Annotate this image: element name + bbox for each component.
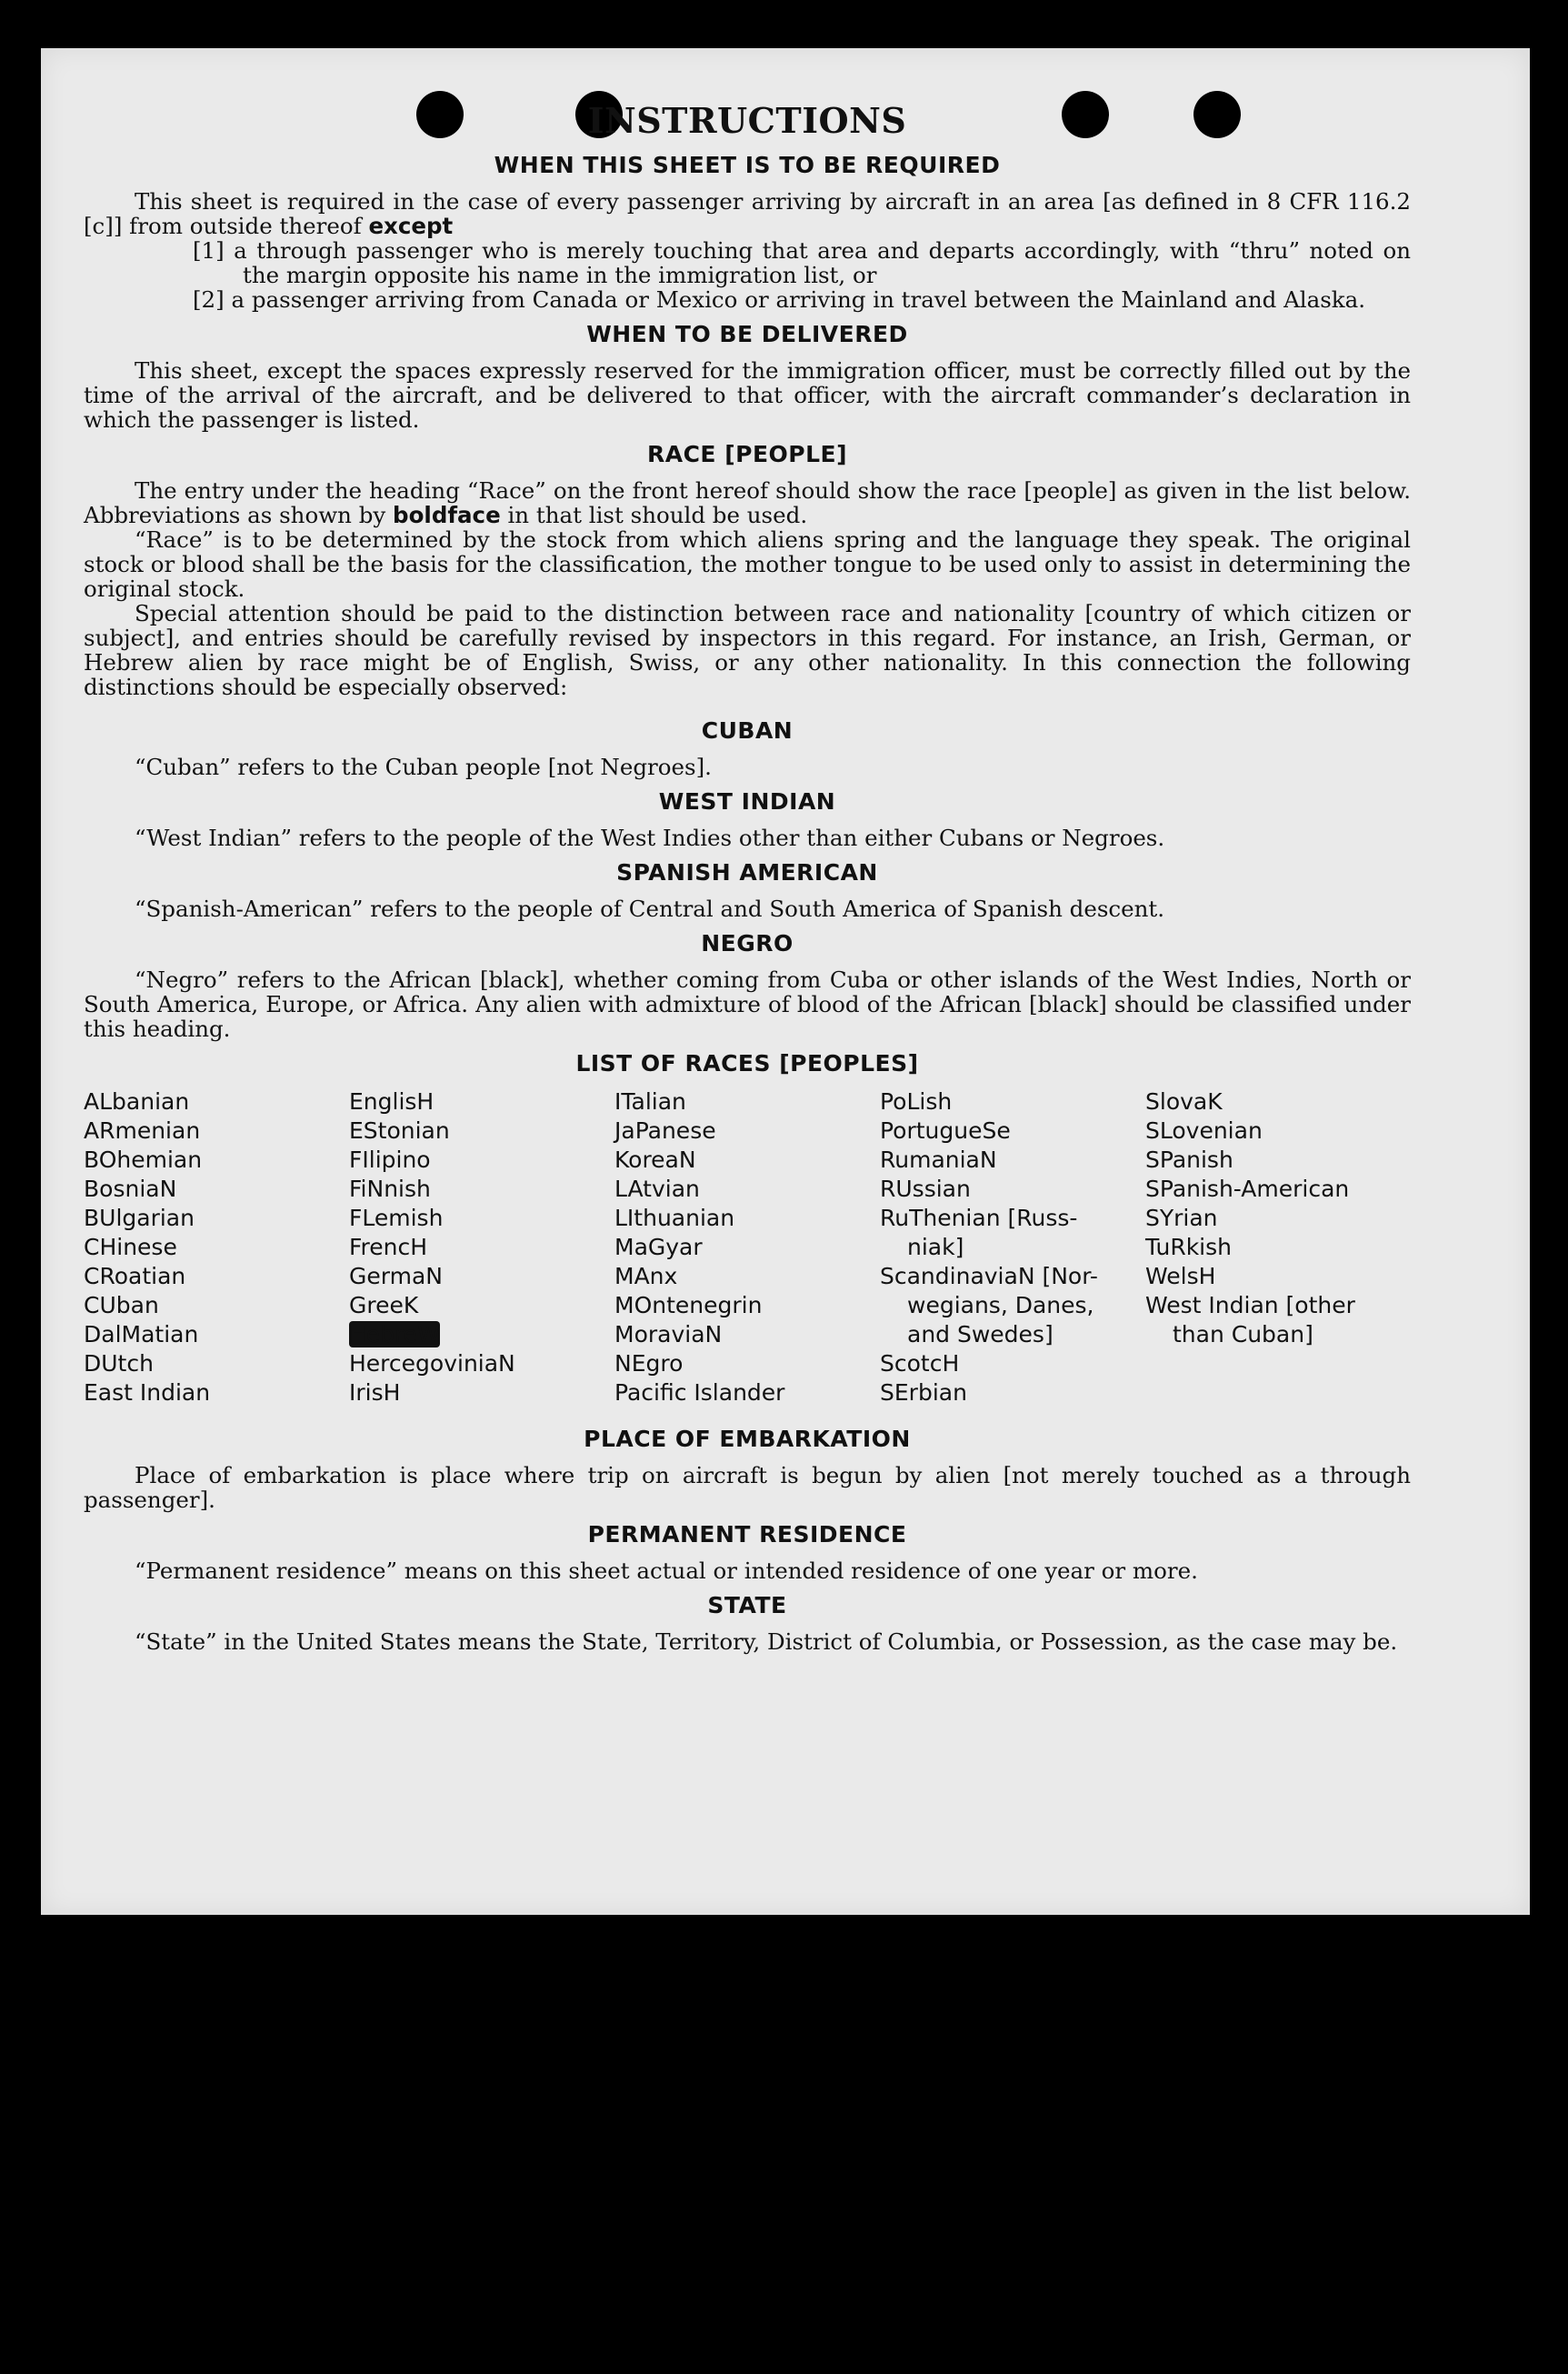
place-of-embarkation-text: Place of embarkation is place where trip on aircraft is begun by alien [not merely touched as a through passenger]. <box>84 1462 1411 1513</box>
race-column <box>880 1087 1145 1407</box>
race-column <box>1145 1087 1411 1407</box>
permanent-residence-text: “Permanent residence” means on this sheet actual or intended residence of one year or more. <box>135 1558 1198 1584</box>
west-indian-text: “West Indian” refers to the people of the West Indies other than either Cubans or Negroes. <box>135 825 1165 851</box>
negro-text: “Negro” refers to the African [black], whether coming from Cuba or other islands of the West Indies, North or South America, Europe, or Africa. Any alien with admixture of blood of the African [black] should be classified under this heading. <box>84 967 1411 1042</box>
race-item-continuation: than Cuban] <box>1173 1321 1313 1347</box>
when-required-item-2: [2] a passenger arriving from Canada or Mexico or arriving in travel between the Mainland and Alaska. <box>193 286 1366 313</box>
race-item: IrisH <box>349 1379 401 1406</box>
race-item: CUban <box>84 1292 159 1318</box>
race-paragraph-2: “Race” is to be determined by the stock from which aliens spring and the language they speak. The original stock or blood shall be the basis for the classification, the mother tongue to be used only to assist in determining the original stock. <box>84 526 1411 602</box>
race-item: ITalian <box>614 1088 686 1115</box>
race-item: BUlgarian <box>84 1205 195 1231</box>
race-item: FLemish <box>349 1205 444 1231</box>
race-item: HercegoviniaN <box>349 1350 515 1377</box>
race-item: BosniaN <box>84 1176 177 1202</box>
race-item: MoraviaN <box>614 1321 723 1347</box>
race-paragraph-1: The entry under the heading “Race” on the front hereof should show the race [people] as given in the list below. Abbreviations as shown by boldface in that list should be used. <box>84 477 1411 528</box>
spanish-american-text: “Spanish-American” refers to the people of Central and South America of Spanish descent. <box>135 896 1165 922</box>
race-item-continuation: and Swedes] <box>907 1321 1054 1347</box>
race-item: DUtch <box>84 1350 154 1377</box>
state-text: “State” in the United States means the State, Territory, District of Columbia, or Possession, as the case may be. <box>135 1628 1398 1655</box>
heading-negro: NEGRO <box>701 930 794 957</box>
race-item: SPanish-American <box>1145 1176 1350 1202</box>
race-item: GreeK <box>349 1292 419 1318</box>
heading-race: RACE [PEOPLE] <box>646 441 848 467</box>
race-item: East Indian <box>84 1379 211 1406</box>
race-item: KoreaN <box>614 1147 696 1173</box>
race-item: CHinese <box>84 1234 177 1260</box>
race-column <box>84 1087 349 1407</box>
race-item: CRoatian <box>84 1263 186 1289</box>
heading-place-of-embarkation: PLACE OF EMBARKATION <box>584 1426 911 1452</box>
race-column <box>349 1087 614 1407</box>
race-item: SlovaK <box>1145 1088 1223 1115</box>
race-item: RuThenian [Russ- <box>880 1205 1078 1231</box>
race-item: SLovenian <box>1145 1117 1263 1144</box>
heading-spanish-american: SPANISH AMERICAN <box>616 859 878 886</box>
heading-permanent-residence: PERMANENT RESIDENCE <box>587 1521 907 1548</box>
race-item: SPanish <box>1145 1147 1233 1173</box>
race-item: ScotcH <box>880 1350 960 1377</box>
when-required-intro: This sheet is required in the case of every passenger arriving by aircraft in an area [as defined in 8 CFR 116.2 [c]] from outside thereof except <box>84 188 1411 239</box>
race-item: MAnx <box>614 1263 678 1289</box>
race-item: BOhemian <box>84 1147 203 1173</box>
heading-when-required: WHEN THIS SHEET IS TO BE REQUIRED <box>494 152 1001 178</box>
race-item: MOntenegrin <box>614 1292 763 1318</box>
cuban-text: “Cuban” refers to the Cuban people [not Negroes]. <box>135 754 712 780</box>
race-item: ARmenian <box>84 1117 201 1144</box>
race-item: RumaniaN <box>880 1147 997 1173</box>
race-list <box>84 1087 1411 1407</box>
race-item: EStonian <box>349 1117 450 1144</box>
race-item: WelsH <box>1145 1263 1216 1289</box>
heading-state: STATE <box>707 1592 787 1618</box>
page-title: INSTRUCTIONS <box>587 100 907 141</box>
when-delivered-text: This sheet, except the spaces expressly reserved for the immigration officer, must be correctly filled out by the time of the arrival of the aircraft, and be delivered to that officer, with the aircraft commander’s declaration in which the passenger is listed. <box>84 357 1411 433</box>
heading-west-indian: WEST INDIAN <box>658 788 836 815</box>
race-paragraph-3: Special attention should be paid to the distinction between race and nationality [country of which citizen or subject], and entries should be carefully revised by inspectors in this regard. For instance, an Irish, German, or Hebrew alien by race might be of English, Swiss, or any other nationality. In this connection the following distinctions should be especially observed: <box>84 600 1411 700</box>
race-item: FrencH <box>349 1234 428 1260</box>
race-item: PortugueSe <box>880 1117 1011 1144</box>
race-item: DalMatian <box>84 1321 199 1347</box>
race-item: JaPanese <box>614 1117 716 1144</box>
race-item-redacted: HebreW <box>349 1321 440 1347</box>
race-item: MaGyar <box>614 1234 703 1260</box>
race-item-continuation: wegians, Danes, <box>907 1292 1094 1318</box>
race-item: NEgro <box>614 1350 684 1377</box>
race-item: PoLish <box>880 1088 953 1115</box>
race-item: FIlipino <box>349 1147 431 1173</box>
race-item: Pacific Islander <box>614 1379 785 1406</box>
heading-when-delivered: WHEN TO BE DELIVERED <box>586 321 908 347</box>
heading-list-of-races: LIST OF RACES [PEOPLES] <box>575 1050 919 1077</box>
race-item-continuation: niak] <box>907 1234 964 1260</box>
race-item: LAtvian <box>614 1176 700 1202</box>
race-item: SYrian <box>1145 1205 1218 1231</box>
race-item: GermaN <box>349 1263 443 1289</box>
heading-cuban: CUBAN <box>701 717 794 744</box>
race-item: ALbanian <box>84 1088 190 1115</box>
race-item: West Indian [other <box>1145 1292 1355 1318</box>
race-item: ScandinaviaN [Nor- <box>880 1263 1098 1289</box>
race-item: TuRkish <box>1145 1234 1232 1260</box>
race-item: RUssian <box>880 1176 971 1202</box>
race-item: SErbian <box>880 1379 967 1406</box>
race-item: LIthuanian <box>614 1205 735 1231</box>
race-item: FiNnish <box>349 1176 431 1202</box>
instructions-content <box>84 100 1411 1654</box>
race-column <box>614 1087 880 1407</box>
race-item: EnglisH <box>349 1088 434 1115</box>
when-required-item-1: [1] a through passenger who is merely touching that area and departs accordingly, with “thru” noted on the margin opposite his name in the immigration list, or <box>193 237 1411 288</box>
